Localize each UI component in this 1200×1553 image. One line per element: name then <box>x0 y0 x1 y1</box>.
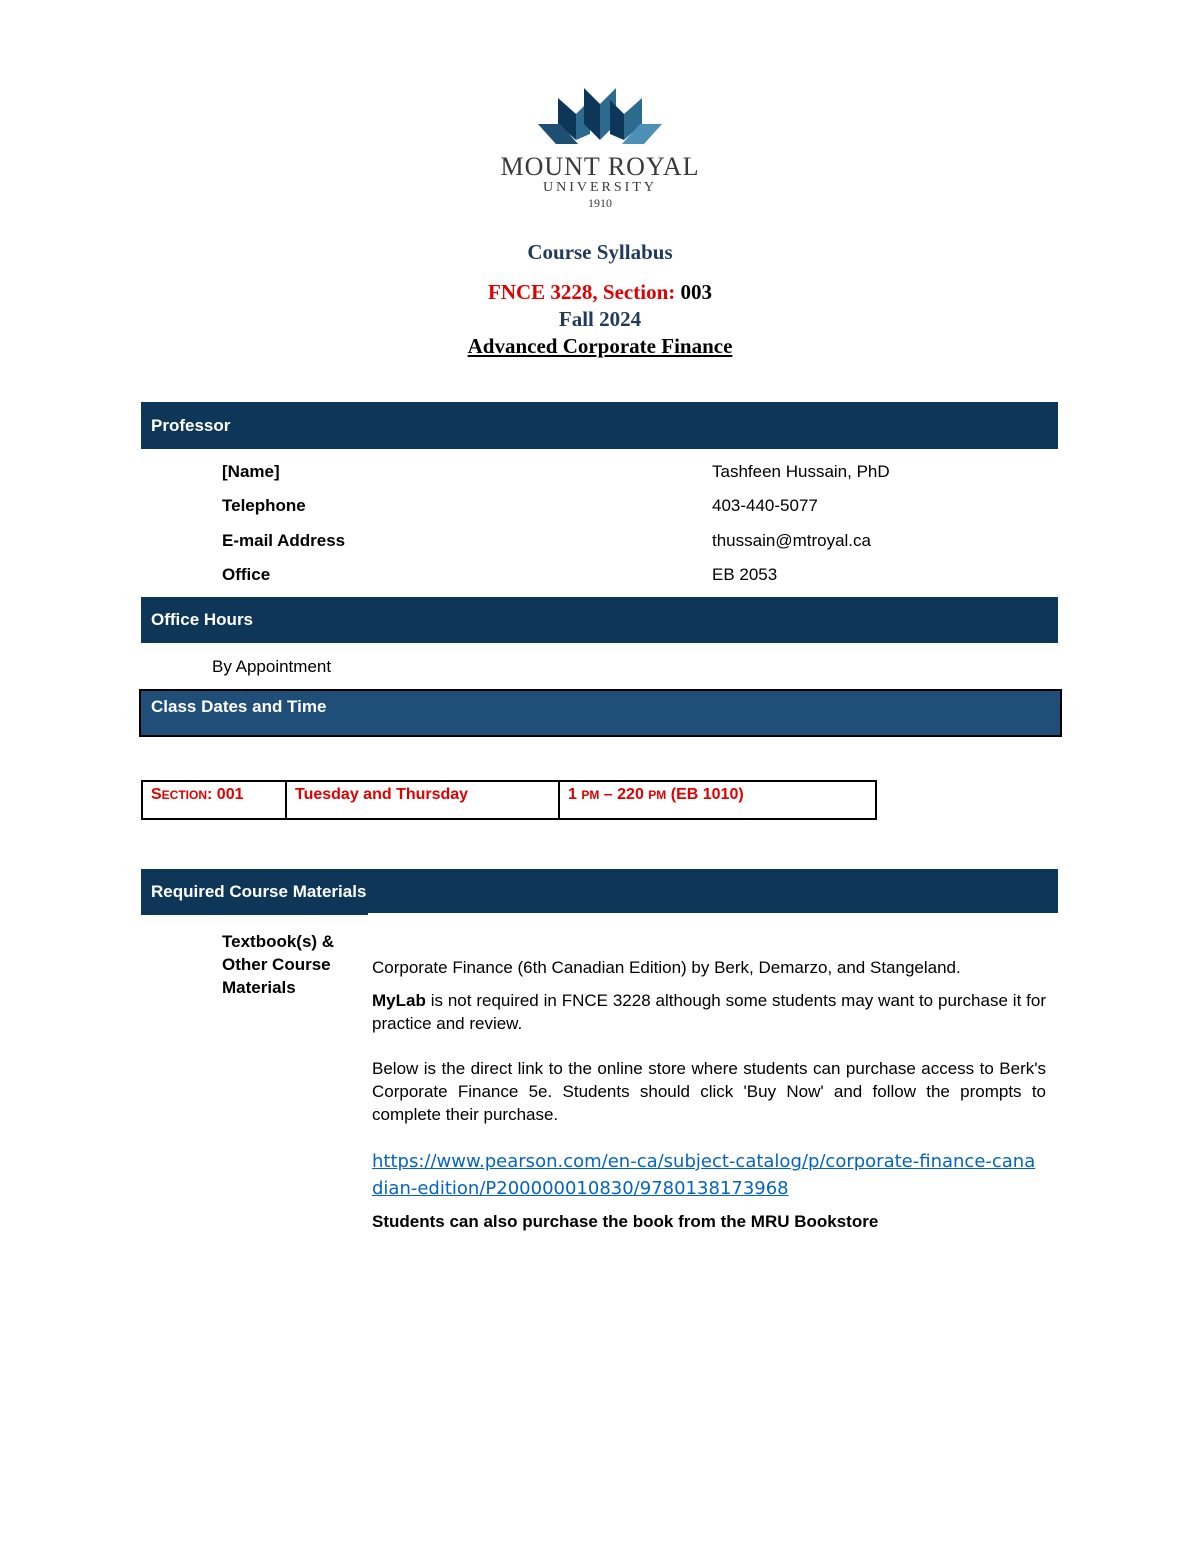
email-value[interactable]: thussain@mtroyal.ca <box>712 531 871 550</box>
mylab-bold: MyLab <box>372 991 426 1010</box>
office-hours-text: By Appointment <box>212 657 332 676</box>
office-label: Office <box>222 565 271 584</box>
logo-year: 1910 <box>588 196 612 210</box>
course-code-heading <box>0 280 1200 305</box>
class-dates-section-header: Class Dates and Time <box>139 689 1062 737</box>
logo-subtitle: UNIVERSITY <box>543 180 657 195</box>
textbook-text: Corporate Finance (6th Canadian Edition) by Berk, Demarzo, and Stangeland. <box>372 958 961 977</box>
office-hours-section-header: Office Hours <box>141 597 1058 643</box>
course-title-heading: Advanced Corporate Finance <box>467 334 733 358</box>
materials-body <box>372 956 1046 1233</box>
time-separator: – 220 <box>599 786 644 803</box>
time-start-suffix: PM <box>581 788 600 802</box>
class-schedule-table <box>141 780 877 820</box>
logo-name: MOUNT ROYAL <box>500 152 700 181</box>
pearson-store-link[interactable]: https://www.pearson.com/en-ca/subject-catalog/p/corporate-finance-canadian-edition/P200000010830/9780138173968 <box>372 1151 1036 1199</box>
bookstore-note: Students can also purchase the book from the MRU Bookstore <box>372 1212 879 1231</box>
materials-section-header: Required Course Materials <box>141 869 1058 915</box>
document-type-heading: Course Syllabus <box>527 240 673 264</box>
section-number: 003 <box>680 280 712 304</box>
course-code-prefix: FNCE 3228, Section: <box>488 280 676 304</box>
time-start: 1 <box>568 786 577 803</box>
store-paragraph: Below is the direct link to the online store where students can purchase access to Berk's Corporate Finance 5e. Students should click 'Buy Now' and follow the prompts to complete their purchase. <box>372 1059 1046 1124</box>
telephone-value: 403-440-5077 <box>712 496 818 515</box>
room: (EB 1010) <box>670 786 744 803</box>
name-label: [Name] <box>222 462 280 481</box>
section-cell <box>142 781 286 819</box>
table-row <box>142 781 876 819</box>
time-end-suffix: PM <box>648 788 667 802</box>
mylab-paragraph <box>372 989 1046 1035</box>
name-value: Tashfeen Hussain, PhD <box>712 462 890 481</box>
days-cell: Tuesday and Thursday <box>286 781 559 819</box>
materials-label: Textbook(s) & Other Course Materials <box>222 932 335 997</box>
telephone-label: Telephone <box>222 496 306 515</box>
section-label-initial: S <box>151 786 162 803</box>
time-cell <box>559 781 876 819</box>
section-value: : 001 <box>207 786 244 803</box>
mountain-logo-icon <box>538 84 662 154</box>
header-divider <box>368 913 1058 916</box>
email-label: E-mail Address <box>222 531 346 550</box>
professor-section-header: Professor <box>141 402 1058 449</box>
section-label-rest: ECTION <box>161 788 208 802</box>
term-heading: Fall 2024 <box>558 307 642 331</box>
university-logo <box>498 84 702 214</box>
mylab-text: is not required in FNCE 3228 although some students may want to purchase it for practice and review. <box>372 991 1046 1033</box>
office-value: EB 2053 <box>712 565 778 584</box>
